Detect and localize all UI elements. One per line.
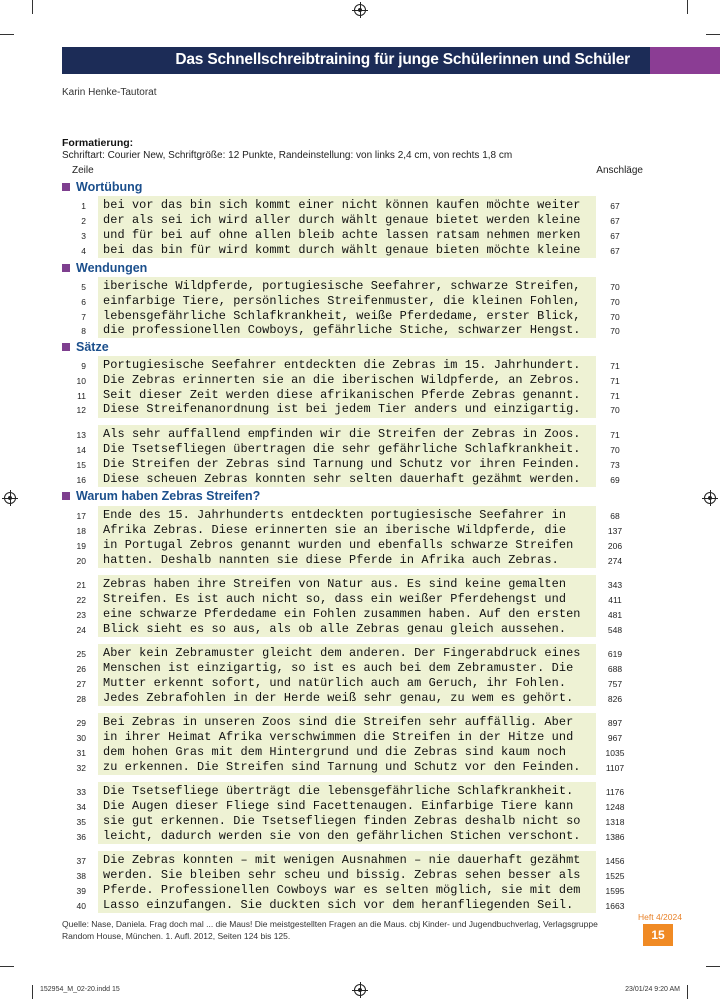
keystroke-count: 69 [610,475,620,485]
line-text: Lasso einzufangen. Sie duckten sich vor dem heranfliegenden Seil. [103,898,574,912]
keystroke-count: 70 [610,326,620,336]
keystroke-count: 71 [610,361,620,371]
keystroke-count: 67 [610,246,620,256]
exercise-line [0,243,720,258]
keystroke-count: 1107 [605,763,625,773]
author: Karin Henke-Tautorat [62,87,157,98]
exercise-line [0,814,720,829]
line-number: 33 [76,787,86,797]
square-bullet-icon [62,492,70,500]
exercise-line [0,622,720,637]
crop-mark [0,966,14,967]
exercise-line [0,442,720,457]
line-text: lebensgefährliche Schlafkrankheit, weiße Pferdedame, erster Blick, [103,309,581,323]
line-text: Die Zebras konnten – mit wenigen Ausnahmen – nie dauerhaft gezähmt [103,853,581,867]
line-text: Streifen. Es ist auch nicht so, dass ein weißer Pferdehengst und [103,592,567,606]
exercise-line [0,898,720,913]
line-number: 29 [76,718,86,728]
exercise-line [0,538,720,553]
line-text: bei das bin für wird kommt durch wählt genaue bieten möchte kleine [103,243,581,257]
exercise-line [0,715,720,730]
line-number: 35 [76,817,86,827]
keystroke-count: 70 [610,282,620,292]
line-number: 2 [81,216,86,226]
exercise-line [0,868,720,883]
exercise-line [0,691,720,706]
keystroke-count: 1248 [605,802,625,812]
keystroke-count: 1176 [605,787,625,797]
crop-mark [687,985,688,999]
keystroke-count: 619 [607,649,623,659]
registration-mark-bottom [354,984,366,996]
keystroke-count: 71 [610,391,620,401]
keystroke-count: 1595 [605,886,625,896]
exercise-line [0,829,720,844]
line-number: 24 [76,625,86,635]
keystroke-count: 67 [610,216,620,226]
line-text: Als sehr auffallend empfinden wir die Streifen der Zebras in Zoos. [103,427,581,441]
line-text: Blick sieht es so aus, als ob alle Zebras genau gleich aussehen. [103,622,567,636]
formatting-text: Schriftart: Courier New, Schriftgröße: 12 Punkte, Randeinstellung: von links 2,4 cm, von rechts 1,8 cm [62,150,513,161]
keystroke-count: 688 [607,664,623,674]
keystroke-count: 70 [610,297,620,307]
line-text: zu erkennen. Die Streifen sind Tarnung und Schutz vor den Feinden. [103,760,581,774]
crop-mark [687,0,688,14]
issue-label: Heft 4/2024 [638,912,682,922]
line-text: Pferde. Professionellen Cowboys war es selten möglich, sie mit dem [103,883,581,897]
file-slug: 152954_M_02-20.indd 15 [40,986,120,993]
square-bullet-icon [62,183,70,191]
line-text: Diese Streifenanordnung ist bei jedem Tier anders und einzigartig. [103,402,581,416]
exercise-line [0,228,720,243]
exercise-line [0,279,720,294]
keystroke-count: 411 [608,595,622,605]
print-timestamp: 23/01/24 9:20 AM [625,986,680,993]
line-text: Ende des 15. Jahrhunderts entdeckten portugiesische Seefahrer in [103,508,567,522]
crop-mark [32,0,33,14]
line-text: Die Tsetsefliege überträgt die lebensgefährliche Schlafkrankheit. [103,784,574,798]
line-number: 23 [76,610,86,620]
line-text: hatten. Deshalb nannten sie diese Pferde in Afrika auch Zebras. [103,553,559,567]
line-text: Seit dieser Zeit werden diese afrikanischen Pferde Zebras genannt. [103,388,581,402]
exercise-line [0,427,720,442]
line-text: leicht, dadurch werden sie von den gefährlichen Stichen verschont. [103,829,581,843]
line-number: 20 [76,556,86,566]
keystroke-count: 70 [610,312,620,322]
keystroke-count: 826 [607,694,623,704]
exercise-line [0,472,720,487]
square-bullet-icon [62,264,70,272]
header-bar [62,47,650,74]
exercise-line [0,784,720,799]
crop-mark [706,966,720,967]
line-number: 9 [81,361,86,371]
keystroke-count: 67 [610,231,620,241]
formatting-label: Formatierung: [62,137,134,149]
line-text: iberische Wildpferde, portugiesische Seefahrer, schwarze Streifen, [103,279,581,293]
line-number: 32 [76,763,86,773]
exercise-line [0,577,720,592]
line-number: 37 [76,856,86,866]
column-header-line: Zeile [72,165,94,176]
line-text: die professionellen Cowboys, gefährliche Stiche, schwarzer Hengst. [103,323,581,337]
line-number: 6 [81,297,86,307]
exercise-line [0,760,720,775]
keystroke-count: 1386 [605,832,625,842]
line-number: 13 [76,430,86,440]
exercise-line [0,213,720,228]
crop-mark [32,985,33,999]
exercise-line [0,402,720,417]
keystroke-count: 67 [610,201,620,211]
line-number: 14 [76,445,86,455]
keystroke-count: 1318 [605,817,625,827]
registration-mark-left [4,492,16,504]
keystroke-count: 481 [607,610,623,620]
exercise-line [0,323,720,338]
exercise-line [0,853,720,868]
line-number: 28 [76,694,86,704]
exercise-line [0,523,720,538]
page-title: Das Schnellschreibtraining für junge Schülerinnen und Schüler [175,51,630,68]
line-number: 1 [81,201,86,211]
exercise-line [0,799,720,814]
line-text: und für bei auf ohne allen bleib achte lassen ratsam nehmen merken [103,228,581,242]
line-number: 12 [76,405,86,415]
section-heading-wendungen: Wendungen [62,261,147,275]
line-text: Menschen ist einzigartig, so ist es auch bei dem Zebramuster. Die [103,661,574,675]
line-number: 40 [76,901,86,911]
line-text: sie gut erkennen. Die Tsetsefliegen finden Zebras deshalb nicht so [103,814,581,828]
keystroke-count: 1525 [605,871,625,881]
line-number: 16 [76,475,86,485]
keystroke-count: 70 [610,405,620,415]
line-number: 18 [76,526,86,536]
line-number: 3 [81,231,86,241]
line-number: 8 [81,326,86,336]
line-number: 39 [76,886,86,896]
line-text: der als sei ich wird aller durch wählt genaue bietet werden kleine [103,213,581,227]
line-text: Die Zebras erinnerten sie an die iberischen Wildpferde, an Zebros. [103,373,581,387]
line-text: einfarbige Tiere, persönliches Streifenmuster, die kleinen Fohlen, [103,294,581,308]
section-heading-zebras: Warum haben Zebras Streifen? [62,489,260,503]
line-number: 25 [76,649,86,659]
line-text: eine schwarze Pferdedame ein Fohlen zusammen haben. Auf den ersten [103,607,581,621]
section-heading-wortuebung: Wortübung [62,180,142,194]
line-number: 19 [76,541,86,551]
line-text: in ihrer Heimat Afrika verschwimmen die Streifen in der Hitze und [103,730,574,744]
line-number: 10 [76,376,86,386]
line-text: Aber kein Zebramuster gleicht dem anderen. Der Fingerabdruck eines [103,646,581,660]
keystroke-count: 967 [607,733,623,743]
keystroke-count: 1456 [605,856,625,866]
section-heading-saetze: Sätze [62,340,109,354]
exercise-line [0,294,720,309]
exercise-line [0,309,720,324]
keystroke-count: 206 [607,541,623,551]
line-number: 5 [81,282,86,292]
line-text: Die Streifen der Zebras sind Tarnung und Schutz vor ihren Feinden. [103,457,581,471]
exercise-line [0,883,720,898]
keystroke-count: 71 [610,376,620,386]
keystroke-count: 343 [607,580,623,590]
crop-mark [0,34,14,35]
line-text: in Portugal Zebros genannt wurden und ebenfalls schwarze Streifen [103,538,574,552]
line-number: 27 [76,679,86,689]
exercise-line [0,508,720,523]
line-text: Die Tsetsefliegen übertragen die sehr gefährliche Schlafkrankheit. [103,442,581,456]
line-number: 7 [81,312,86,322]
line-text: Bei Zebras in unseren Zoos sind die Streifen sehr auffällig. Aber [103,715,574,729]
line-number: 38 [76,871,86,881]
crop-mark [706,34,720,35]
exercise-line [0,646,720,661]
line-number: 34 [76,802,86,812]
keystroke-count: 757 [607,679,623,689]
keystroke-count: 70 [610,445,620,455]
line-text: Zebras haben ihre Streifen von Natur aus. Es sind keine gemalten [103,577,567,591]
keystroke-count: 137 [607,526,623,536]
keystroke-count: 897 [607,718,623,728]
exercise-line [0,592,720,607]
line-text: Die Augen dieser Fliege sind Facettenaugen. Einfarbige Tiere kann [103,799,574,813]
line-number: 21 [76,580,86,590]
line-text: Afrika Zebras. Diese erinnerten sie an iberische Wildpferde, die [103,523,567,537]
line-number: 26 [76,664,86,674]
keystroke-count: 73 [610,460,620,470]
keystroke-count: 548 [607,625,623,635]
registration-mark-right [704,492,716,504]
exercise-line [0,457,720,472]
line-text: bei vor das bin sich kommt einer nicht können kaufen möchte weiter [103,198,581,212]
exercise-line [0,730,720,745]
exercise-line [0,745,720,760]
line-text: dem hohen Gras mit dem Hintergrund und die Zebras sind kaum noch [103,745,567,759]
source-citation: Quelle: Nase, Daniela. Frag doch mal ... die Maus! Die meistgestellten Fragen an die Maus. cbj Kinder- und Jugendbuchverlag, Verlagsgruppe Random House, München. 1. Aufl. 2012, Seiten 124 bis 125. [62,919,598,941]
keystroke-count: 274 [607,556,623,566]
line-number: 4 [81,246,86,256]
exercise-line [0,553,720,568]
line-text: werden. Sie bleiben sehr scheu und bissig. Zebras sehen besser als [103,868,581,882]
line-text: Portugiesische Seefahrer entdeckten die Zebras im 15. Jahrhundert. [103,358,581,372]
exercise-line [0,676,720,691]
line-number: 31 [76,748,86,758]
line-number: 11 [77,391,86,401]
exercise-line [0,373,720,388]
exercise-line [0,661,720,676]
line-number: 36 [76,832,86,842]
exercise-line [0,358,720,373]
header-accent [650,47,720,74]
square-bullet-icon [62,343,70,351]
column-header-count: Anschläge [596,165,643,176]
line-text: Jedes Zebrafohlen in der Herde weiß sehr genau, zu wem es gehört. [103,691,574,705]
line-text: Mutter erkennt sofort, und natürlich auch am Geruch, ihr Fohlen. [103,676,567,690]
keystroke-count: 71 [610,430,620,440]
page-number: 15 [643,924,673,946]
keystroke-count: 68 [610,511,620,521]
registration-mark-top [354,4,366,16]
exercise-line [0,607,720,622]
exercise-line [0,388,720,403]
line-number: 30 [76,733,86,743]
exercise-line [0,198,720,213]
keystroke-count: 1663 [605,901,625,911]
line-number: 22 [76,595,86,605]
line-number: 15 [76,460,86,470]
line-text: Diese scheuen Zebras konnten sehr selten dauerhaft gezähmt werden. [103,472,581,486]
line-number: 17 [76,511,86,521]
keystroke-count: 1035 [605,748,625,758]
